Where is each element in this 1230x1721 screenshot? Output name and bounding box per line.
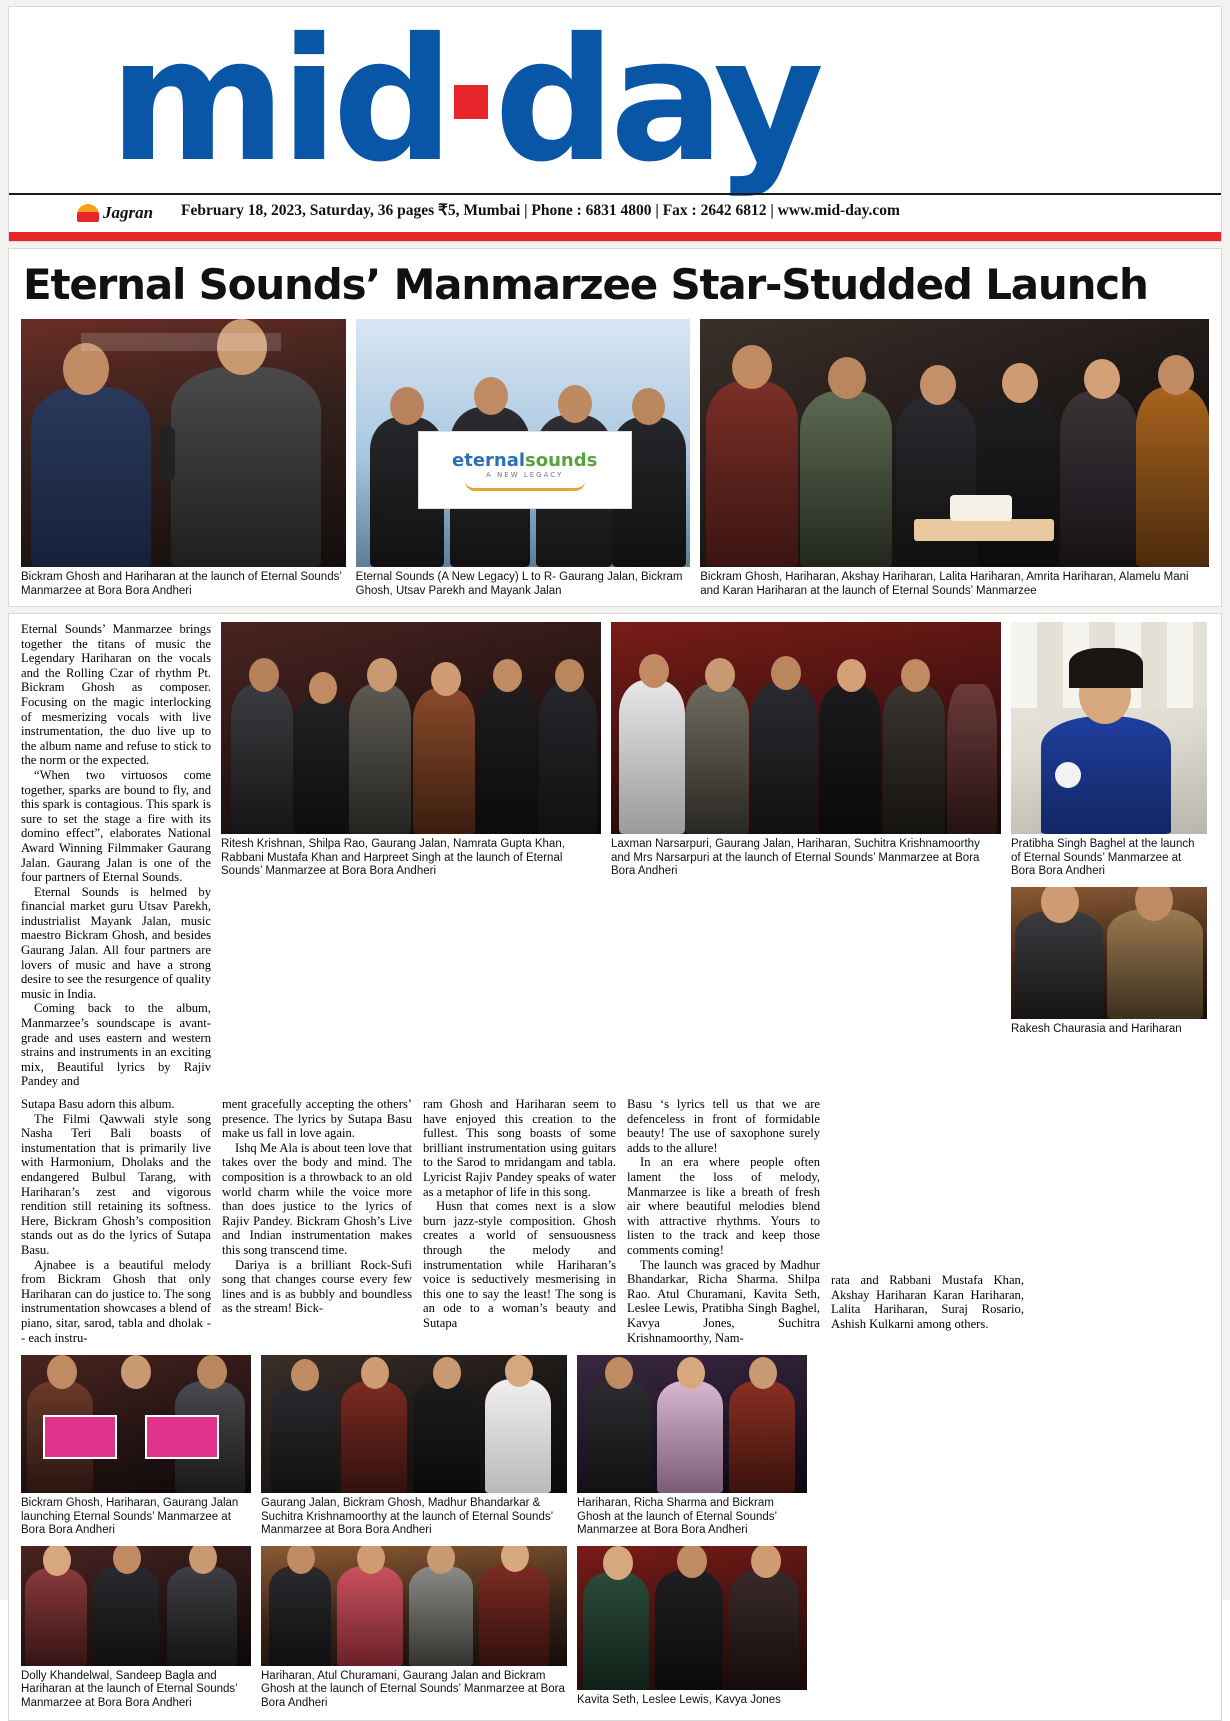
lead-paragraph-4: Coming back to the album, Manmarzee’s soundscape is avant-grade and uses eastern and western strains and instruments in an exciting mix, Beautiful lyrics by Rajiv Pandey and (21, 1001, 211, 1089)
body-column-1 (21, 1097, 211, 1345)
article-header-section (8, 248, 1222, 607)
mid-photo-caption-3: Pratibha Singh Baghel at the launch of Eternal Sounds’ Manmarzee at Bora Bora Andheri (1011, 838, 1195, 877)
article-body-section (8, 613, 1222, 1721)
body-paragraph: Sutapa Basu adorn this album. (21, 1097, 175, 1111)
mid-day-logo[interactable] (109, 2, 1169, 200)
jagran-logo (77, 203, 153, 223)
body-paragraph: rata and Rabbani Mustafa Khan, Akshay Hariharan Karan Hariharan, Lalita Hariharan, Suraj Rosario, Ashish Kulkarni among others. (831, 1273, 1024, 1331)
bottom-photo-caption-2: Gaurang Jalan, Bickram Ghosh, Madhur Bhandarkar & Suchitra Krishnamoorthy at the launch of Eternal Sounds’ Manmarzee at Bora Bora Andheri (261, 1497, 553, 1537)
body-column-2 (222, 1097, 412, 1345)
body-column-3 (423, 1097, 616, 1345)
top-photo-cell-3 (700, 319, 1209, 598)
top-photo-row (21, 319, 1209, 598)
mid-photo-cell-2 (611, 622, 1001, 879)
photo-gaurang-madhur-suchitra (261, 1355, 567, 1493)
photo-bickram-hariharan-launch (21, 319, 346, 567)
masthead-divider (9, 193, 1221, 195)
bottom-photo-cell-5 (261, 1546, 567, 1711)
bottom-photo-cell-1 (21, 1355, 251, 1538)
mid-photo-caption-4: Rakesh Chaurasia and Hariharan (1011, 1022, 1182, 1035)
body-column-5 (831, 1097, 1024, 1345)
body-paragraph: ment gracefully accepting the others’ presence. The lyrics by Sutapa Basu make us fall in love again. (222, 1097, 412, 1141)
body-paragraph: The Filmi Qawwali style song Nasha Teri Bali boasts of instumentation that is primarily live with Harmonium, Dholaks and the endangered Bulbul Tarang, with Hariharan’s zest and vigorous rendition still retaining its softness. Here, Bickram Ghosh’s composition stands out as do the lyrics of Sutapa Basu. (21, 1111, 211, 1257)
photo-pratibha-singh-baghel (1011, 622, 1207, 834)
body-paragraph: The launch was graced by Madhur Bhandarkar, Richa Sharma. Shilpa Rao. Atul Churamani, Kavita Seth, Leslee Lewis, Pratibha Singh Baghel, Kavya Jones, Suchitra Krishnamoorthy, Nam- (627, 1257, 820, 1345)
bottom-photo-caption-6: Kavita Seth, Leslee Lewis, Kavya Jones (577, 1693, 781, 1706)
top-photo-cell-1 (21, 319, 346, 598)
mid-photo-row (21, 622, 1209, 1089)
lead-paragraph-1: Eternal Sounds’ Manmarzee brings together the titans of music the Legendary Hariharan on the vocals and the Rolling Czar of rhythm Pt. Bickram Ghosh as composer. Focusing on the magic interlocking of mesmerizing vocals with live instrumentation, the duo live up to the album name and refuse to stick to the norm or the expected. (21, 622, 211, 768)
photo-laxman-narsarpuri-group (611, 622, 1001, 834)
bottom-photo-caption-3: Hariharan, Richa Sharma and Bickram Ghosh at the launch of Eternal Sounds’ Manmarzee at Bora Bora Andheri (577, 1497, 777, 1537)
bottom-photo-row-2 (21, 1546, 1209, 1711)
mid-photo-caption-2: Laxman Narsarpuri, Gaurang Jalan, Hariharan, Suchitra Krishnamoorthy and Mrs Narsarpuri at the launch of Eternal Sounds’ Manmarzee at Bora Bora Andheri (611, 838, 980, 877)
bottom-photo-caption-4: Dolly Khandelwal, Sandeep Bagla and Hariharan at the launch of Eternal Sounds’ Manmarzee at Bora Bora Andheri (21, 1669, 238, 1709)
photo-launching-manmarzee (21, 1355, 251, 1493)
masthead-info: February 18, 2023, Saturday, 36 pages ₹5, Mumbai | Phone : 6831 4800 | Fax : 2642 6812 | www.mid-day.com (181, 202, 900, 219)
mid-photo-cell-1 (221, 622, 601, 879)
body-paragraph: In an era where people often lament the loss of melody, Manmarzee is like a breath of fresh air where beautiful melodies blend with attractive rhythms. Yours to listen to the track and keep those comments coming! (627, 1155, 820, 1257)
body-columns (21, 1097, 1209, 1345)
top-photo-cell-2 (356, 319, 691, 598)
mid-photo-caption-1: Ritesh Krishnan, Shilpa Rao, Gaurang Jalan, Namrata Gupta Khan, Rabbani Mustafa Khan and Harpreet Singh at the launch of Eternal Sounds’ Manmarzee at Bora Bora Andheri (221, 838, 565, 877)
bottom-photo-caption-5: Hariharan, Atul Churamani, Gaurang Jalan and Bickram Ghosh at the launch of Eternal Sounds’ Manmarzee at Bora Bora Andheri (261, 1669, 565, 1709)
photo-dolly-sandeep-hariharan (21, 1546, 251, 1666)
mid-photo-right-stack (1011, 622, 1207, 1036)
bottom-photo-cell-6 (577, 1546, 807, 1708)
top-photo-caption-2: Eternal Sounds (A New Legacy) L to R- Gaurang Jalan, Bickram Ghosh, Utsav Parekh and Mayank Jalan (355, 571, 683, 597)
photo-ritesh-krishnan-group (221, 622, 601, 834)
masthead-red-bar (9, 232, 1221, 241)
jagran-label: Jagran (103, 203, 154, 222)
body-paragraph: Dariya is a brilliant Rock-Sufi song that changes course every few lines and is as bubbly and boundless as the stream! Bick- (222, 1257, 412, 1316)
photo-hariharan-richa-bickram (577, 1355, 807, 1493)
photo-kavita-leslee-kavya (577, 1546, 807, 1690)
body-paragraph: Basu ‘s lyrics tell us that we are defenceless in front of formidable beauty! The use of saxophone surely adds to the allure! (627, 1097, 820, 1155)
photo-hariharan-atul-gaurang-bickram (261, 1546, 567, 1666)
masthead (8, 2, 1222, 242)
body-paragraph: Ishq Me Ala is about teen love that takes over the body and mind. The composition is a throwback to an old world charm while the voice more than does justice to the lyrics of Rajiv Pandey. Bickram Ghosh’s Live and Indian instrumentation makes this song transcend time. (222, 1140, 412, 1257)
top-photo-caption-1: Bickram Ghosh and Hariharan at the launch of Eternal Sounds’ Manmarzee at Bora Bora Andheri (21, 571, 342, 597)
photo-cake-cutting-group (700, 319, 1209, 567)
photo-eternal-sounds-partners: eternalsounds A NEW LEGACY (356, 319, 691, 567)
body-column-4 (627, 1097, 820, 1345)
logo-dot-icon (454, 85, 488, 119)
bottom-photo-caption-1: Bickram Ghosh, Hariharan, Gaurang Jalan launching Eternal Sounds’ Manmarzee at Bora Bora Andheri (21, 1497, 239, 1537)
bottom-photo-row-1 (21, 1355, 1209, 1538)
lead-paragraph-3: Eternal Sounds is helmed by financial market guru Utsav Parekh, industrialist Mayank Jalan, music maestro Bickram Ghosh, and besides Gaurang Jalan. All four partners are lovers of music and have a strong desire to see the resurgence of quality music in India. (21, 884, 212, 1001)
body-paragraph: Husn that comes next is a slow burn jazz-style composition. Ghosh creates a world of sensuousness through the melody and instrumentation while Hariharan’s voice is seductively mesmerising in this one to say the least! The song is an ode to a woman’s beauty and Sutapa (423, 1199, 616, 1330)
body-paragraph: Ajnabee is a beautiful melody from Bickram Ghosh that only Hariharan can do justice to. The song instrumentation showcases a blend of piano, sitar, sarod, tabla and dholak -- each instru- (21, 1257, 211, 1345)
mid-day-logo-text: mid day (109, 2, 819, 200)
lead-text-column (21, 622, 211, 1089)
bottom-photo-cell-4 (21, 1546, 251, 1711)
page-title: Eternal Sounds’ Manmarzee Star-Studded Launch (23, 260, 1148, 309)
bottom-photo-cell-2 (261, 1355, 567, 1538)
body-paragraph: ram Ghosh and Hariharan seem to have enjoyed this creation to the fullest. This song boasts of some brilliant instrumentation using guitars to the Sarod to mridangam and tabla. Lyricist Rajiv Pandey speaks of water as a metaphor of life in this song. (423, 1097, 616, 1199)
top-photo-caption-3: Bickram Ghosh, Hariharan, Akshay Hariharan, Lalita Hariharan, Amrita Hariharan, Alamelu Mani and Karan Hariharan at the launch of Eternal Sounds’ Manmarzee (700, 571, 1189, 597)
photo-rakesh-chaurasia-hariharan (1011, 887, 1207, 1019)
sun-icon (77, 204, 99, 222)
bottom-photo-cell-3 (577, 1355, 807, 1538)
lead-paragraph-2: “When two virtuosos come together, sparks are bound to fly, and this spark is contagious. This spark is sure to set the stage a fire with its domino effect”, elaborates National Award Winning Filmmaker Gaurang Jalan. Gaurang Jalan is one of the four partners of Eternal Sounds. (21, 767, 211, 885)
